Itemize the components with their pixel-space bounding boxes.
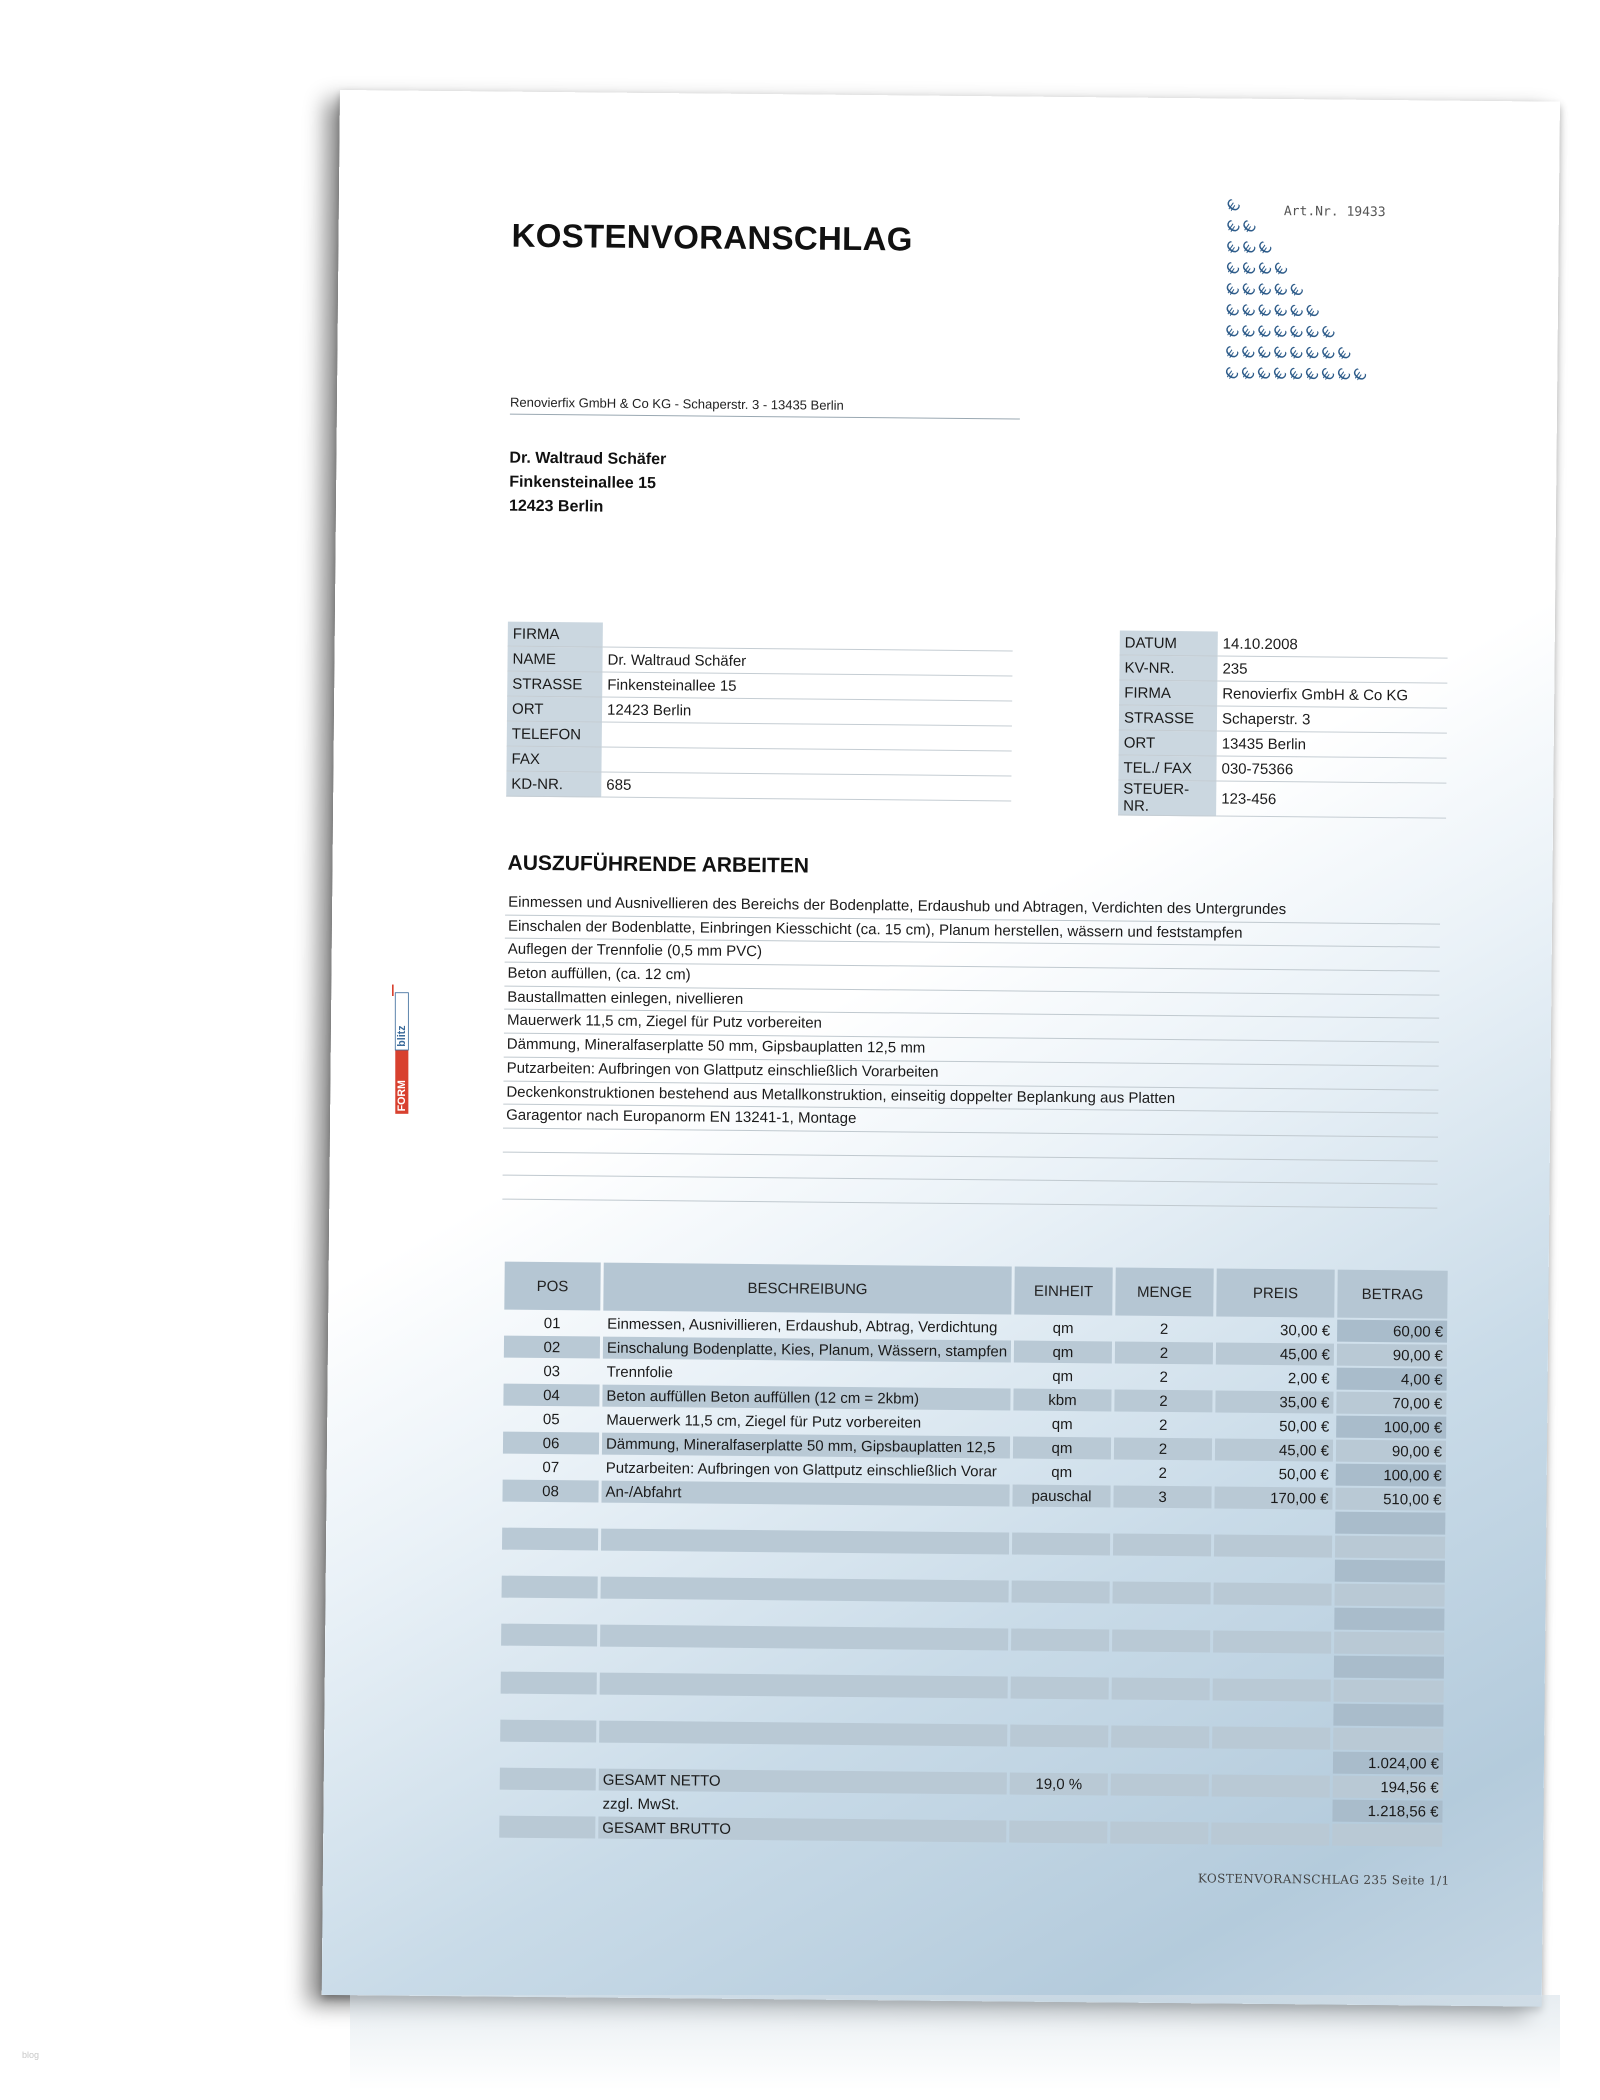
work-item: Deckenkonstruktionen bestehend aus Metallkonstruktion, einseitig doppelter Beplankung aus Platten	[503, 1081, 1438, 1114]
position-price	[1212, 1750, 1330, 1773]
customer-field-row	[506, 771, 1011, 801]
customer-field-value: 685	[601, 772, 1011, 801]
position-qty	[1113, 1533, 1211, 1556]
work-item: Baustallmatten einlegen, nivellieren	[504, 986, 1439, 1019]
company-field-row	[1119, 705, 1447, 733]
position-sum	[1334, 1632, 1444, 1655]
position-unit	[1012, 1533, 1110, 1556]
company-field-row	[1120, 631, 1448, 659]
page-reflection	[350, 1995, 1560, 2090]
customer-info-table	[506, 622, 1013, 802]
euro-glyph-icon: €	[1333, 365, 1356, 386]
position-price	[1214, 1534, 1332, 1557]
position-pos	[502, 1552, 598, 1575]
position-pos	[501, 1648, 597, 1671]
euro-glyph-icon: €	[1237, 280, 1261, 301]
euro-glyph-icon: €	[1221, 322, 1245, 343]
position-desc	[600, 1673, 1008, 1699]
position-pos	[502, 1576, 598, 1599]
position-price: 50,00 €	[1278, 1465, 1329, 1484]
position-desc: Putzarbeiten: Aufbringen von Glattputz einschließlich Vorar	[605, 1459, 997, 1480]
position-unit: qm	[1051, 1415, 1073, 1433]
euro-glyph-icon: €	[1285, 364, 1308, 386]
position-price	[1211, 1798, 1329, 1821]
article-number: Art.Nr. 19433	[1283, 204, 1386, 221]
column-header-amount: BETRAG	[1337, 1270, 1447, 1319]
position-desc: Einmessen, Ausnivillieren, Erdaushub, Abtrag, Verdichtung	[607, 1315, 998, 1336]
position-sum: 510,00 €	[1335, 1488, 1445, 1511]
position-price	[1214, 1558, 1332, 1581]
position-qty	[1112, 1677, 1210, 1700]
position-unit	[1011, 1629, 1109, 1652]
position-unit	[1009, 1797, 1107, 1820]
position-desc	[599, 1745, 1007, 1771]
position-sum	[1335, 1536, 1445, 1559]
euro-glyph-icon: €	[1301, 322, 1325, 344]
euro-glyph-icon: €	[1222, 238, 1245, 259]
euro-glyph-icon: €	[1317, 364, 1340, 386]
position-price	[1212, 1726, 1330, 1749]
work-item: Mauerwerk 11,5 cm, Ziegel für Putz vorbereiten	[504, 1010, 1439, 1043]
svg-text:FORM: FORM	[396, 1080, 409, 1112]
work-item: Putzarbeiten: Aufbringen von Glattputz einschließlich Vorarbeiten	[503, 1057, 1438, 1090]
position-qty	[1110, 1797, 1208, 1820]
position-qty: 2	[1159, 1368, 1168, 1386]
position-price	[1213, 1606, 1331, 1629]
position-qty: 2	[1158, 1416, 1168, 1434]
euro-glyph-icon: €	[1301, 343, 1324, 365]
position-desc: GESAMT NETTO	[599, 1769, 1007, 1795]
euro-glyph-icon: €	[1285, 280, 1309, 302]
customer-field-label: STRASSE	[507, 671, 602, 697]
position-unit	[1010, 1749, 1108, 1772]
position-sum: 4,00 €	[1337, 1368, 1447, 1391]
euro-glyph-icon: €	[1269, 343, 1292, 364]
euro-glyph-icon: €	[1238, 238, 1261, 259]
company-field-value: Schaperstr. 3	[1217, 706, 1447, 733]
euro-glyph-icon: €	[1269, 301, 1293, 322]
euro-glyph-icon: €	[1301, 364, 1324, 386]
position-desc	[599, 1721, 1007, 1747]
position-price	[1211, 1822, 1329, 1845]
euro-glyph-icon: €	[1237, 364, 1260, 385]
euro-glyph-icon: €	[1221, 301, 1245, 322]
positions-table	[496, 1260, 1451, 1849]
position-unit: qm	[1052, 1319, 1074, 1337]
euro-pattern-logo	[1221, 184, 1377, 395]
position-sum	[1333, 1704, 1443, 1727]
work-item: Dämmung, Mineralfaserplatte 50 mm, Gipsbauplatten 12,5 mm	[504, 1034, 1439, 1067]
position-unit: 19,0 %	[1010, 1773, 1108, 1796]
works-list	[502, 892, 1440, 1209]
euro-glyph-icon: €	[1253, 343, 1276, 364]
document-title: KOSTENVORANSCHLAG	[511, 216, 913, 258]
svg-text:blitz: blitz	[396, 1025, 409, 1047]
position-price: 30,00 €	[1280, 1321, 1331, 1340]
position-desc: An-/Abfahrt	[601, 1481, 1009, 1507]
position-desc: Dämmung, Mineralfaserplatte 50 mm, Gipsbauplatten 12,5	[602, 1433, 1010, 1459]
euro-glyph-icon: €	[1269, 364, 1292, 385]
column-header-description: BESCHREIBUNG	[603, 1263, 1011, 1315]
position-sum: 90,00 €	[1336, 1440, 1446, 1463]
company-field-label: STRASSE	[1119, 705, 1217, 731]
company-field-row	[1118, 755, 1446, 783]
euro-glyph-icon: €	[1221, 343, 1244, 364]
position-pos	[499, 1816, 595, 1839]
euro-glyph-icon: €	[1253, 280, 1277, 301]
euro-glyph-icon: €	[1254, 238, 1277, 259]
euro-glyph-icon: €	[1269, 280, 1293, 301]
position-price	[1213, 1654, 1331, 1677]
position-price: 2,00 €	[1287, 1369, 1330, 1388]
position-desc	[601, 1505, 1009, 1531]
position-qty	[1111, 1725, 1209, 1748]
position-qty	[1113, 1557, 1211, 1580]
work-item: Einschalen der Bodenblatte, Einbringen Kiesschicht (ca. 15 cm), Planum herstellen, wässern und feststampfen	[505, 915, 1440, 948]
position-desc: zzgl. MwSt.	[602, 1795, 680, 1813]
company-field-value: 030-75366	[1216, 756, 1446, 783]
position-desc	[601, 1553, 1009, 1579]
position-qty	[1112, 1653, 1210, 1676]
euro-glyph-icon: €	[1317, 343, 1340, 365]
position-unit: qm	[1013, 1437, 1111, 1460]
customer-field-value: 12423 Berlin	[602, 697, 1012, 726]
customer-field-label: NAME	[507, 646, 602, 672]
company-field-row	[1119, 680, 1447, 708]
position-pos	[501, 1600, 597, 1623]
euro-glyph-icon: €	[1222, 196, 1246, 217]
position-pos: 02	[504, 1336, 600, 1359]
position-desc: Beton auffüllen Beton auffüllen (12 cm = 2kbm)	[602, 1385, 1010, 1411]
euro-glyph-icon: €	[1333, 344, 1356, 365]
position-price	[1213, 1630, 1331, 1653]
position-desc: Einschalung Bodenplatte, Kies, Planum, Wässern, stampfen	[603, 1337, 1011, 1363]
sender-address-line: Renovierfix GmbH & Co KG - Schaperstr. 3 - 13435 Berlin	[510, 395, 1020, 420]
euro-glyph-icon: €	[1317, 322, 1341, 344]
customer-field-value	[601, 747, 1011, 776]
column-header-pos: POS	[504, 1262, 600, 1311]
customer-field-value: Finkensteinallee 15	[602, 672, 1012, 701]
company-field-value: 13435 Berlin	[1217, 731, 1447, 758]
euro-glyph-icon: €	[1237, 343, 1260, 364]
euro-glyph-icon: €	[1349, 365, 1372, 386]
company-field-label: FIRMA	[1119, 680, 1217, 706]
position-pos: 04	[503, 1384, 599, 1407]
position-qty	[1113, 1581, 1211, 1604]
position-sum	[1333, 1728, 1443, 1751]
position-qty: 2	[1114, 1437, 1212, 1460]
position-unit	[1011, 1677, 1109, 1700]
position-desc	[600, 1649, 1008, 1675]
euro-glyph-icon: €	[1253, 301, 1277, 322]
position-unit: qm	[1014, 1341, 1112, 1364]
position-price: 35,00 €	[1215, 1390, 1333, 1413]
position-sum: 70,00 €	[1336, 1392, 1446, 1415]
euro-glyph-icon: €	[1221, 280, 1245, 301]
position-sum: 100,00 €	[1336, 1416, 1446, 1439]
euro-glyph-icon: €	[1222, 259, 1245, 280]
position-desc: Trennfolie	[606, 1363, 673, 1381]
position-desc	[601, 1577, 1009, 1603]
position-pos: 01	[543, 1314, 561, 1332]
position-sum: 194,56 €	[1333, 1776, 1443, 1799]
position-sum	[1334, 1608, 1444, 1631]
position-sum	[1332, 1824, 1442, 1847]
customer-field-value: Dr. Waltraud Schäfer	[602, 647, 1012, 676]
recipient-address	[509, 447, 666, 521]
position-unit: kbm	[1013, 1389, 1111, 1412]
position-unit	[1010, 1701, 1108, 1724]
position-qty: 2	[1114, 1389, 1212, 1412]
position-desc	[600, 1601, 1008, 1627]
company-field-row	[1118, 780, 1446, 818]
position-sum	[1334, 1680, 1444, 1703]
position-desc	[599, 1697, 1007, 1723]
euro-glyph-icon: €	[1253, 364, 1276, 385]
euro-glyph-icon: €	[1237, 301, 1261, 322]
position-pos	[502, 1528, 598, 1551]
customer-field-value	[602, 722, 1012, 751]
customer-field-label: FIRMA	[508, 622, 603, 647]
position-sum: 60,00 €	[1337, 1320, 1447, 1343]
position-sum	[1334, 1584, 1444, 1607]
position-unit	[1012, 1557, 1110, 1580]
customer-field-label: FAX	[506, 746, 601, 772]
page-footer: KOSTENVORANSCHLAG 235 Seite 1/1	[1197, 1871, 1450, 1888]
company-field-label: STEUER-NR.	[1118, 780, 1216, 816]
position-pos: 07	[542, 1458, 560, 1476]
position-qty	[1112, 1629, 1210, 1652]
position-unit	[1012, 1581, 1110, 1604]
position-qty: 2	[1115, 1341, 1213, 1364]
watermark-text: blog	[22, 2050, 40, 2060]
company-field-label: TEL./ FAX	[1118, 755, 1216, 781]
work-item: Beton auffüllen, (ca. 12 cm)	[504, 963, 1439, 996]
position-qty	[1110, 1821, 1208, 1844]
work-item: Auflegen der Trennfolie (0,5 mm PVC)	[505, 939, 1440, 972]
euro-glyph-icon: €	[1222, 217, 1246, 238]
position-sum: 1.024,00 €	[1333, 1752, 1443, 1775]
customer-field-label: TELEFON	[507, 721, 602, 747]
recipient-name: Dr. Waltraud Schäfer	[509, 449, 667, 469]
company-field-value: 14.10.2008	[1218, 631, 1448, 658]
position-pos	[500, 1768, 596, 1791]
position-qty	[1111, 1749, 1209, 1772]
position-qty	[1113, 1509, 1211, 1532]
position-pos: 06	[503, 1432, 599, 1455]
euro-glyph-icon: €	[1221, 364, 1244, 385]
euro-glyph-icon: €	[1301, 301, 1325, 323]
position-price: 45,00 €	[1216, 1342, 1334, 1365]
position-price	[1213, 1678, 1331, 1701]
euro-glyph-icon: €	[1238, 259, 1261, 280]
position-qty	[1112, 1605, 1210, 1628]
company-field-label: ORT	[1119, 730, 1217, 756]
position-desc: GESAMT BRUTTO	[598, 1817, 1006, 1843]
position-unit	[1011, 1653, 1109, 1676]
position-sum: 90,00 €	[1337, 1344, 1447, 1367]
position-unit: qm	[1052, 1367, 1074, 1385]
position-pos	[500, 1696, 596, 1719]
euro-glyph-icon: €	[1237, 322, 1261, 343]
position-price: 170,00 €	[1214, 1486, 1332, 1509]
position-qty: 2	[1159, 1320, 1169, 1338]
position-pos	[500, 1744, 596, 1767]
position-qty	[1111, 1701, 1209, 1724]
euro-glyph-icon: €	[1285, 343, 1308, 365]
recipient-city: 12423 Berlin	[508, 497, 604, 516]
position-sum	[1334, 1656, 1444, 1679]
euro-glyph-icon: €	[1270, 259, 1293, 280]
company-field-value: Renovierfix GmbH & Co KG	[1217, 681, 1447, 708]
position-pos	[502, 1504, 598, 1527]
works-heading: AUSZUFÜHRENDE ARBEITEN	[507, 851, 810, 878]
position-price: 50,00 €	[1279, 1417, 1330, 1436]
position-price	[1212, 1702, 1330, 1725]
position-sum: 100,00 €	[1336, 1464, 1446, 1487]
column-header-unit: EINHEIT	[1014, 1267, 1112, 1316]
work-item: Einmessen und Ausnivellieren des Bereichs der Bodenplatte, Erdaushub und Abtragen, Verdichten des Untergrundes	[505, 892, 1440, 925]
position-desc	[600, 1625, 1008, 1651]
customer-field-label: ORT	[507, 696, 602, 722]
position-desc: Mauerwerk 11,5 cm, Ziegel für Putz vorbereiten	[606, 1411, 922, 1432]
position-pos	[501, 1672, 597, 1695]
company-field-label: DATUM	[1120, 631, 1218, 656]
column-header-quantity: MENGE	[1115, 1268, 1213, 1317]
company-field-value: 235	[1217, 656, 1447, 683]
euro-glyph-icon: €	[1285, 322, 1309, 344]
company-field-row	[1119, 730, 1447, 758]
position-desc	[601, 1529, 1009, 1555]
formblitz-logo	[392, 975, 410, 1125]
position-pos: 08	[502, 1480, 598, 1503]
position-unit	[1011, 1605, 1109, 1628]
position-sum	[1335, 1512, 1445, 1535]
position-unit: pauschal	[1012, 1485, 1110, 1508]
company-field-value: 123-456	[1216, 781, 1446, 818]
position-pos: 05	[542, 1410, 560, 1428]
position-sum	[1335, 1560, 1445, 1583]
work-item: Garagentor nach Europanorm EN 13241-1, Montage	[503, 1105, 1438, 1138]
position-unit	[1010, 1725, 1108, 1748]
customer-field-label: KD-NR.	[506, 771, 601, 797]
position-qty	[1111, 1773, 1209, 1796]
position-price	[1214, 1510, 1332, 1533]
company-field-label: KV-NR.	[1119, 655, 1217, 681]
document-page	[322, 90, 1560, 2007]
position-qty: 3	[1113, 1485, 1211, 1508]
position-unit: qm	[1051, 1463, 1073, 1481]
position-sum: 1.218,56 €	[1332, 1800, 1442, 1823]
recipient-street: Finkensteinallee 15	[509, 473, 657, 493]
company-field-row	[1119, 655, 1447, 683]
position-pos	[501, 1624, 597, 1647]
company-info-table	[1118, 631, 1448, 819]
position-price	[1212, 1774, 1330, 1797]
position-pos: 03	[543, 1362, 561, 1380]
position-price: 45,00 €	[1215, 1438, 1333, 1461]
euro-glyph-icon: €	[1269, 322, 1293, 343]
column-header-price: PREIS	[1216, 1268, 1334, 1317]
position-pos	[500, 1720, 596, 1743]
position-qty: 2	[1158, 1464, 1168, 1482]
position-price	[1214, 1582, 1332, 1605]
euro-glyph-icon: €	[1254, 259, 1277, 280]
euro-glyph-icon: €	[1253, 322, 1277, 343]
position-unit	[1012, 1509, 1110, 1532]
euro-glyph-icon: €	[1238, 217, 1262, 238]
position-unit	[1009, 1821, 1107, 1844]
position-pos	[499, 1792, 595, 1815]
euro-glyph-icon: €	[1285, 301, 1309, 323]
